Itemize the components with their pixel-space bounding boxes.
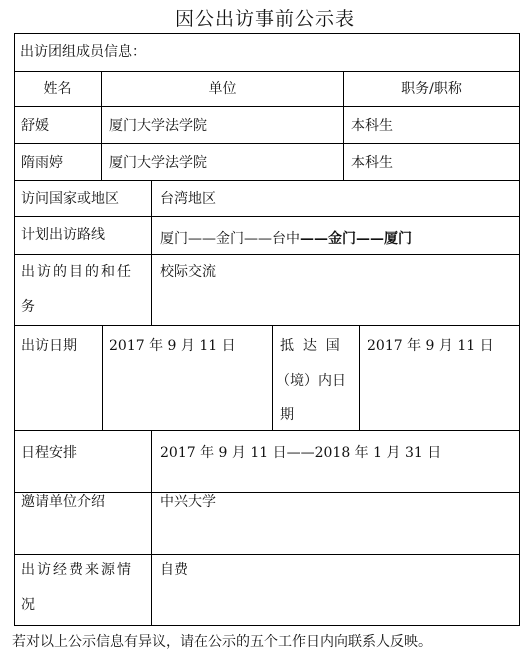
header-name: 姓名 [43,81,72,97]
table-rule [14,143,520,144]
arrival-label-line3: 期 [280,407,294,423]
member-unit: 厦门大学法学院 [109,155,207,171]
table-rule [14,216,520,217]
member-unit: 厦门大学法学院 [109,118,207,134]
table-rule [14,71,520,72]
member-title: 本科生 [351,155,393,171]
purpose-label-line1: 出访的目的和任 [21,264,133,280]
member-title: 本科生 [351,118,393,134]
funding-value: 自费 [160,562,188,578]
inviter-value: 中兴大学 [160,494,216,510]
table-rule [14,33,15,626]
schedule-label: 日程安排 [21,445,77,461]
purpose-value: 校际交流 [160,264,216,280]
header-unit: 单位 [208,81,237,97]
table-rule [14,106,520,107]
arrival-label-line1: 抵 达 国 [280,338,340,354]
table-rule [151,180,152,325]
table-rule [14,33,520,34]
route-plain: 厦门——金门——台中 [160,231,300,247]
members-section-label: 出访团组成员信息： [20,44,146,60]
destination-value: 台湾地区 [160,191,216,207]
arrival-label-line2: （境）内日 [276,373,346,389]
table-rule [14,625,520,626]
member-name: 隋雨婷 [21,155,63,171]
funding-label-line2: 况 [21,597,35,613]
table-rule [14,180,520,181]
table-rule [151,430,152,625]
table-rule [14,254,520,255]
route-label: 计划出访路线 [21,227,105,243]
funding-label-line1: 出访经费来源情 [21,562,133,578]
route-bold: ——金门——厦门 [300,231,412,247]
member-name: 舒媛 [21,118,49,134]
route-value [160,230,412,248]
depart-label: 出访日期 [21,338,77,354]
table-rule [102,325,103,430]
table-rule [272,325,273,430]
table-rule [14,325,520,326]
header-title: 职务/职称 [401,81,462,97]
table-rule [519,33,520,626]
arrival-value: 2017 年 9 月 11 日 [367,338,494,354]
table-rule [14,430,520,431]
destination-label: 访问国家或地区 [21,191,119,207]
footer-note: 若对以上公示信息有异议，请在公示的五个工作日内向联系人反映。 [12,634,432,650]
schedule-value: 2017 年 9 月 11 日——2018 年 1 月 31 日 [160,445,442,461]
table-rule [14,554,520,555]
page-title: 因公出访事前公示表 [174,8,355,30]
table-rule [359,325,360,430]
purpose-label-line2: 务 [21,299,35,315]
inviter-label: 邀请单位介绍 [21,494,105,510]
depart-value: 2017 年 9 月 11 日 [109,338,236,354]
disclosure-table [14,33,520,626]
